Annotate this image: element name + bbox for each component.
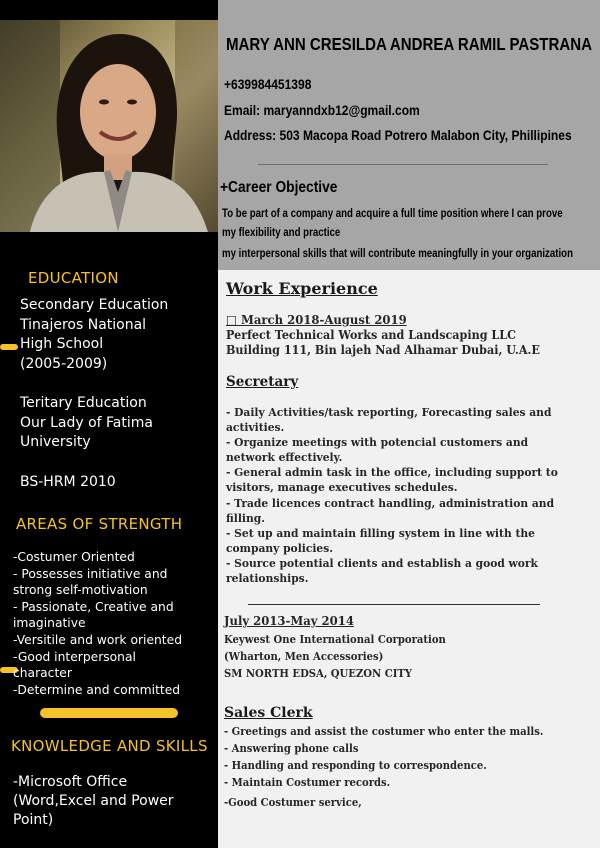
accent-bar: [0, 344, 18, 350]
full-name: MARY ANN CRESILDA ANDREA RAMIL PASTRANA: [226, 34, 592, 54]
profile-photo: [0, 20, 218, 232]
education-line: BS-HRM 2010: [20, 473, 116, 490]
career-line: To be part of a company and acquire a full time position where I can prove: [222, 206, 563, 220]
skills-line: Point): [13, 812, 54, 828]
strength-line: character: [13, 666, 72, 681]
strength-line: - Possesses initiative and: [13, 566, 168, 581]
job1-duty: - Trade licences contract handling, administration and: [226, 496, 555, 510]
section-divider: [248, 604, 540, 605]
phone-number: +639984451398: [224, 76, 312, 92]
education-line: High School: [20, 336, 104, 352]
job2-duty: - Handling and responding to correspondence.: [224, 759, 487, 772]
strength-line: -Good interpersonal: [13, 649, 136, 664]
job2-extra: -Good Costumer service,: [224, 796, 362, 809]
job1-date: □ March 2018-August 2019: [226, 312, 407, 327]
skills-title: KNOWLEDGE AND SKILLS: [11, 737, 208, 755]
job2-duty: - Maintain Costumer records.: [224, 776, 391, 789]
education-line: Teritary Education: [20, 395, 147, 411]
strength-block: [13, 549, 182, 698]
strength-line: - Passionate, Creative and: [13, 599, 174, 614]
education-block: [20, 296, 168, 492]
job1-company: Perfect Technical Works and Landscaping LLC: [226, 328, 516, 342]
skills-line: (Word,Excel and Power: [13, 793, 174, 809]
job1-duty: relationships.: [226, 571, 309, 585]
work-experience-title: Work Experience: [226, 279, 378, 298]
job2-duty: - Answering phone calls: [224, 742, 359, 755]
education-line: Tinajeros National: [20, 316, 147, 333]
skills-line: -Microsoft Office: [13, 774, 128, 790]
education-line: (2005-2009): [20, 355, 108, 372]
job2-date: July 2013-May 2014: [224, 613, 354, 628]
job2-role: Sales Clerk: [224, 705, 313, 721]
job1-duty: network effectively.: [226, 450, 343, 464]
education-line: Secondary Education: [20, 297, 169, 313]
job1-duty: - Set up and maintain filling system in line with the: [226, 526, 535, 540]
job2-company: Keywest One International Corporation: [224, 633, 446, 646]
sidebar: [0, 0, 218, 848]
education-title: EDUCATION: [28, 269, 119, 287]
job2-division: (Wharton, Men Accessories): [224, 650, 384, 663]
education-line: Our Lady of Fatima: [20, 414, 153, 431]
skills-block: [13, 773, 174, 830]
career-line: my interpersonal skills that will contribute meaningfully in your organization: [222, 246, 573, 260]
strength-line: -Costumer Oriented: [13, 550, 135, 564]
person-silhouette-icon: [0, 20, 218, 232]
strength-line: imaginative: [13, 616, 86, 631]
header: [218, 0, 600, 270]
email-address: Email: maryanndxb12@gmail.com: [224, 102, 420, 118]
job2-location: SM NORTH EDSA, QUEZON CITY: [224, 667, 413, 680]
job2-duty: - Greetings and assist the costumer who enter the malls.: [224, 725, 544, 738]
job1-duty: - Organize meetings with potencial customers and: [226, 435, 529, 449]
job1-duty: activities.: [226, 420, 285, 434]
job1-duty: - Source potential clients and establish a good work: [226, 556, 538, 570]
job1-address: Building 111, Bin lajeh Nad Alhamar Dubai, U.A.E: [226, 343, 540, 357]
job1-duty: filling.: [226, 511, 265, 525]
job1-duty: company policies.: [226, 541, 333, 555]
job1-duty: visitors, manage executives schedules.: [226, 480, 458, 494]
job1-role: Secretary: [226, 374, 299, 390]
home-address: Address: 503 Macopa Road Potrero Malabon City, Phillipines: [224, 127, 572, 143]
strength-title: AREAS OF STRENGTH: [16, 515, 183, 533]
strength-line: -Determine and committed: [13, 682, 181, 697]
main-content: [218, 270, 600, 848]
job1-duty: - Daily Activities/task reporting, Forecasting sales and: [226, 405, 552, 419]
job1-duty: - General admin task in the office, including support to: [226, 465, 558, 479]
strength-line: -Versitile and work oriented: [13, 632, 183, 647]
education-line: University: [20, 434, 91, 450]
accent-divider: [40, 708, 178, 718]
strength-line: strong self-motivation: [13, 583, 148, 598]
career-objective-title: +Career Objective: [220, 179, 338, 196]
career-line: my flexibility and practice: [222, 225, 341, 239]
header-divider: [258, 164, 548, 165]
